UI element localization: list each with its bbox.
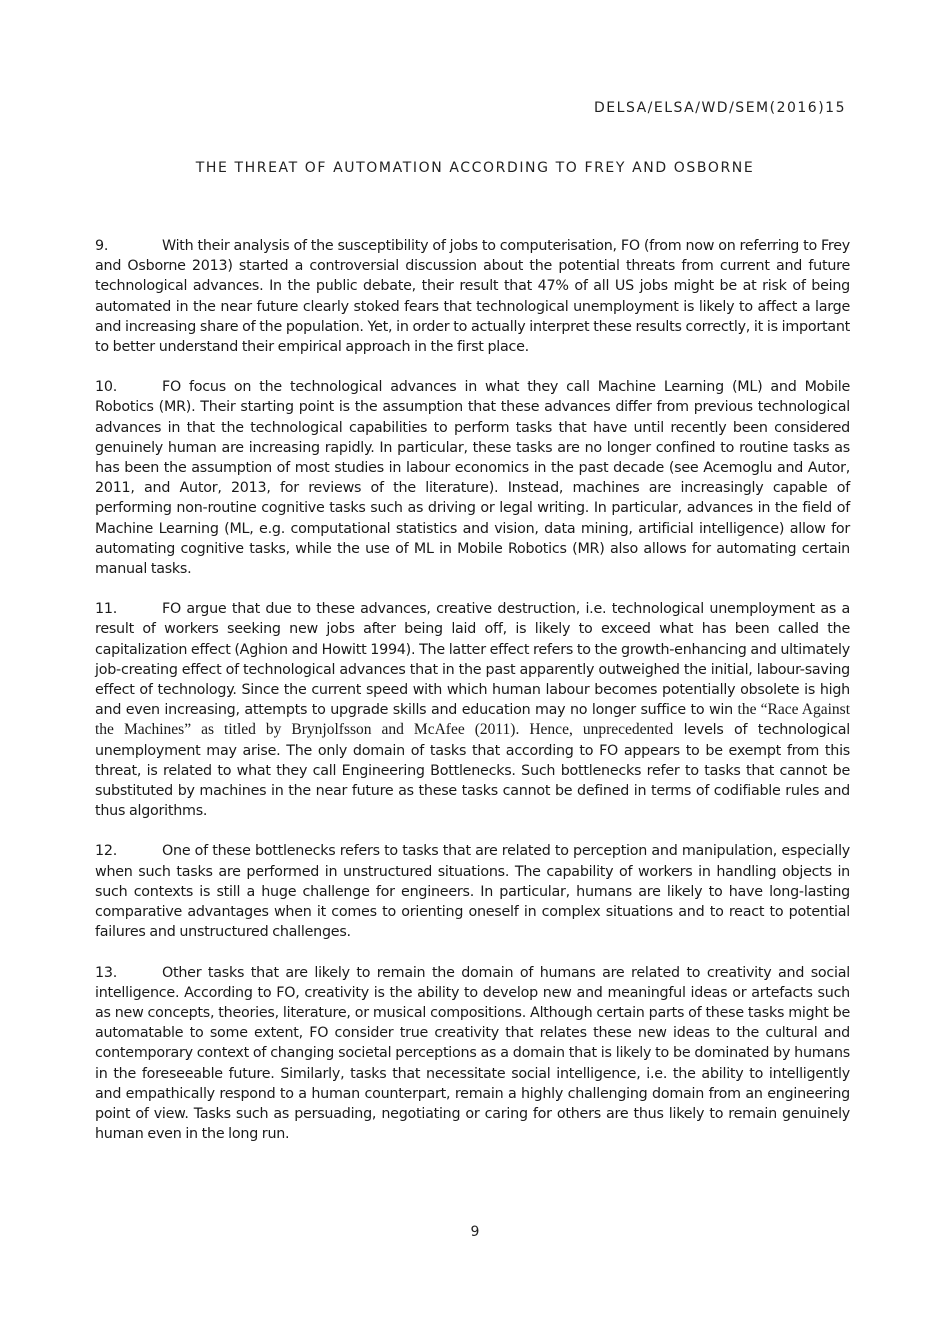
paragraph-11: [95, 599, 850, 821]
paragraph-10: [95, 377, 850, 579]
page-number: 9: [470, 1224, 480, 1240]
paragraph-text: With their analysis of the susceptibility of jobs to computerisation, FO (from now on referring to Frey and Osborne 2013) started a controversial discussion about the potential threats from current and future technological advances. In the public debate, their result that 47% of all US jobs might be at risk of being automated in the near future clearly stoked fears that technological unemployment is likely to affect a large and increasing share of the population. Yet, in order to actually interpret these results correctly, it is important to better understand their empirical approach in the first place.: [95, 238, 850, 356]
paragraph-number: 12.: [95, 843, 117, 860]
paragraph-text: One of these bottlenecks refers to tasks that are related to perception and manipulation, especially when such tasks are performed in unstructured situations. The capability of workers in handling objects in such contexts is still a huge challenge for engineers. In particular, humans are likely to have long-lasting comparative advantages when it comes to orienting oneself in complex situations and to react to potential failures and unstructured challenges.: [95, 843, 850, 941]
paragraph-number: 9.: [95, 238, 109, 254]
paragraph-number: 11.: [95, 601, 117, 618]
paragraph-number: 10.: [95, 379, 117, 396]
paragraph-text: FO focus on the technological advances in what they call Machine Learning (ML) and Mobile Robotics (MR). Their starting point is the assumption that these advances differ from previous technological advances in that the technological capabilities to perform tasks that have until recently been considered genuinely human are increasing rapidly. In particular, these tasks are no longer confined to routine tasks as has been the assumption of most studies in labour economics in the past decade (see Acemoglu and Autor, 2011, and Autor, 2013, for reviews of the literature). Instead, machines are increasingly capable of performing non-routine cognitive tasks such as driving or legal writing. In particular, advances in the field of Machine Learning (ML, e.g. computational statistics and vision, data mining, artificial intelligence) allow for automating cognitive tasks, while the use of ML in Mobile Robotics (MR) also allows for automating certain manual tasks.: [95, 379, 850, 578]
paragraph-12: [95, 841, 850, 942]
paragraph-number: 13.: [95, 964, 117, 981]
paragraph-text-continued: levels of technological unemployment may arise. The only domain of tasks that according to FO appears to be exempt from this threat, is related to what they call Engineering Bottlenecks. Such bottlenecks refer to tasks that cannot be substituted by machines in the near future as these tasks cannot be defined in terms of codifiable rules and thus algorithms.: [95, 722, 850, 820]
paragraph-text: Other tasks that are likely to remain the domain of humans are related to creativity and social intelligence. According to FO, creativity is the ability to develop new and meaningful ideas or artefacts such as new concepts, theories, literature, or musical compositions. Although certain parts of these tasks might be automatable to some extent, FO consider true creativity that relates these new ideas to the cultural and contemporary context of changing societal perceptions as a domain that is likely to be dominated by humans in the foreseeable future. Similarly, tasks that necessitate social intelligence, i.e. the ability to intelligently and empathically respond to a human counterpart, remain a highly challenging domain from an engineering point of view. Tasks such as persuading, negotiating or caring for others are thus likely to remain genuinely human even in the long run.: [95, 964, 850, 1143]
document-reference: DELSA/ELSA/WD/SEM(2016)15: [594, 100, 846, 116]
paragraph-text-serif: the “Race Against the Machines” as titled by Brynjolfsson and McAfee (2011). Hence, unprecedented: [95, 701, 851, 739]
document-body: [95, 236, 850, 1164]
paragraph-13: [95, 963, 850, 1145]
paragraph-9: [95, 236, 850, 357]
section-title: THE THREAT OF AUTOMATION ACCORDING TO FREY AND OSBORNE: [195, 160, 755, 176]
paragraph-text: FO argue that due to these advances, creative destruction, i.e. technological unemployment as a result of workers seeking new jobs after being laid off, is likely to exceed what has been called the capitalization effect (Aghion and Howitt 1994). The latter effect refers to the growth-enhancing and ultimately job-creating effect of technological advances that in the past apparently outweighed the initial, labour-saving effect of technology. Since the current speed with which human labour becomes potentially obsolete is high and even increasing, attempts to upgrade skills and education may no longer suffice to win: [95, 601, 850, 719]
